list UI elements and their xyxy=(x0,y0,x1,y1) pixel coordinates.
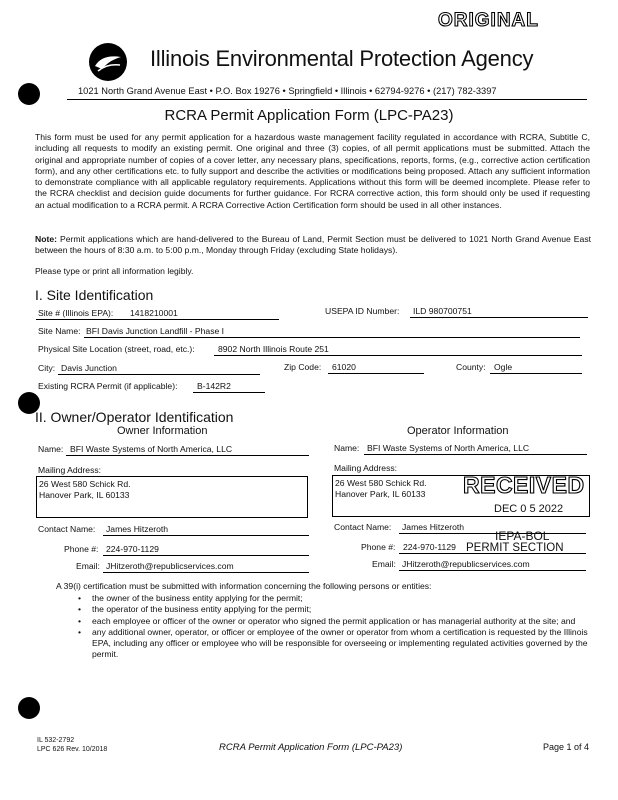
operator-name-label: Name: xyxy=(334,443,360,453)
agency-address: 1021 North Grand Avenue East • P.O. Box 19276 • Springfield • Illinois • 62794-9276 • (217) 782-3397 xyxy=(78,86,497,96)
owner-phone-underline xyxy=(103,555,309,556)
certification-item-1: the owner of the business entity applying for the permit; xyxy=(92,593,303,603)
form-title: RCRA Permit Application Form (LPC-PA23) xyxy=(164,107,454,124)
footer-code-2: LPC 626 Rev. 10/2018 xyxy=(37,745,108,753)
owner-phone-label: Phone #: xyxy=(64,544,99,554)
operator-name-underline xyxy=(364,454,587,455)
owner-address-line2: Hanover Park, IL 60133 xyxy=(39,490,130,500)
county-underline xyxy=(490,373,582,374)
operator-mailing-label: Mailing Address: xyxy=(334,463,398,473)
owner-email-underline xyxy=(103,572,309,573)
bullet-icon: • xyxy=(78,593,82,603)
site-number-field[interactable]: 1418210001 xyxy=(130,308,178,318)
existing-permit-field[interactable]: B-142R2 xyxy=(197,381,231,391)
owner-phone-field[interactable]: 224-970-1129 xyxy=(106,544,159,554)
intro-paragraph: This form must be used for any permit application for a hazardous waste management facility regulated in accordance with RCRA, Subtitle C, including all requests to modify an existing permit. One original and three (3) copies, of all permit applications must be submitted. Attach the original and appropriate number of copies of a cover letter, any necessary plans, specifications, reports, forms, (e.g., corrective action certification form), and any other certifications etc. to fully support and describe the activities or modifications being proposed. Attach any sufficient information to demonstrate compliance with all applicable regulatory requirements. Applications without this form will be deemed incomplete. Please refer to the RCRA checklist and decision guide documents for further guidance. For RCRA corrective action, this form should only be used if requesting an actual modification to a RCRA permit. A RCRA Corrective Action Certification form should be used in all other instances. xyxy=(35,132,590,210)
original-stamp: ORIGINAL xyxy=(438,10,539,31)
operator-phone-field[interactable]: 224-970-1129 xyxy=(403,542,456,552)
county-field[interactable]: Ogle xyxy=(494,362,513,372)
list-item xyxy=(78,627,592,661)
note-text: Permit applications which are hand-delivered to the Bureau of Land, Permit Section must be delivered to 1021 North Grand Avenue East between the hours of 8:30 a.m. to 5:00 p.m., Monday through Friday (excluding State holidays). xyxy=(35,234,591,256)
existing-permit-underline xyxy=(193,392,265,393)
operator-address-line2: Hanover Park, IL 60133 xyxy=(335,489,426,499)
operator-contact-underline xyxy=(399,533,586,534)
footer-page-number: Page 1 of 4 xyxy=(543,742,590,752)
owner-mailing-address-box[interactable] xyxy=(36,476,308,518)
certification-intro: A 39(i) certification must be submitted with information concerning the following persons or entities: xyxy=(56,581,432,591)
footer-code-1: IL 532-2792 xyxy=(37,737,75,744)
usepa-id-underline xyxy=(410,317,588,318)
owner-info-heading: Owner Information xyxy=(117,425,208,437)
owner-address-line1: 26 West 580 Schick Rd. xyxy=(39,479,131,489)
city-underline xyxy=(58,374,260,375)
list-item xyxy=(78,604,592,615)
owner-contact-label: Contact Name: xyxy=(38,524,96,534)
site-name-underline xyxy=(84,337,580,338)
owner-email-label: Email: xyxy=(76,561,100,571)
usepa-id-label: USEPA ID Number: xyxy=(325,306,400,316)
operator-info-heading: Operator Information xyxy=(407,425,509,437)
header-rule xyxy=(67,99,587,100)
type-print-instruction: Please type or print all information legibly. xyxy=(35,266,194,276)
certification-item-2: the operator of the business entity applying for the permit; xyxy=(92,604,312,615)
binder-hole-bottom xyxy=(18,697,40,719)
city-label: City: xyxy=(38,363,56,373)
certification-item-4: any additional owner, operator, or officer or employee of the owner or operator from whom a certification is requested by the Illinois EPA, including any officer or employee who will be responsible for overseeing or implementing regulated activities governed by the permit. xyxy=(92,626,588,660)
binder-hole-top xyxy=(18,83,40,105)
owner-email-field[interactable]: JHitzeroth@republicservices.com xyxy=(106,561,234,571)
owner-name-underline xyxy=(66,455,309,456)
note-block xyxy=(35,234,591,257)
operator-phone-label: Phone #: xyxy=(361,542,396,552)
bullet-icon: • xyxy=(78,626,82,637)
owner-name-label: Name: xyxy=(38,444,64,454)
operator-email-underline xyxy=(399,570,586,571)
owner-contact-underline xyxy=(103,535,309,536)
zip-code-underline xyxy=(328,373,424,374)
site-name-field[interactable]: BFI Davis Junction Landfill - Phase I xyxy=(86,326,225,336)
zip-code-label: Zip Code: xyxy=(284,362,322,372)
certification-item-3: each employee or officer of the owner or operator who signed the permit application or has managerial authority at the site; and xyxy=(92,615,576,626)
note-label: Note: xyxy=(35,234,57,244)
received-stamp-date: DEC 0 5 2022 xyxy=(494,503,564,515)
bullet-icon: • xyxy=(78,604,82,615)
site-number-label: Site # (Illinois EPA): xyxy=(38,308,114,318)
owner-name-field[interactable]: BFI Waste Systems of North America, LLC xyxy=(70,444,233,454)
bullet-icon: • xyxy=(78,615,82,626)
zip-code-field[interactable]: 61020 xyxy=(332,362,356,372)
city-field[interactable]: Davis Junction xyxy=(61,363,117,373)
county-label: County: xyxy=(456,362,486,372)
operator-address-line1: 26 West 580 Schick Rd. xyxy=(335,478,427,488)
site-name-label: Site Name: xyxy=(38,326,81,336)
owner-operator-heading: II. Owner/Operator Identification xyxy=(35,409,234,425)
operator-contact-label: Contact Name: xyxy=(334,522,392,532)
site-location-label: Physical Site Location (street, road, etc.): xyxy=(38,344,195,354)
site-location-field[interactable]: 8902 North Illinois Route 251 xyxy=(218,344,329,354)
operator-email-field[interactable]: JHitzeroth@republicservices.com xyxy=(402,559,530,569)
list-item xyxy=(78,593,592,604)
site-number-underline xyxy=(36,319,279,320)
list-item xyxy=(78,616,592,627)
usepa-id-field[interactable]: ILD 980700751 xyxy=(413,306,472,316)
operator-email-label: Email: xyxy=(372,559,396,569)
received-stamp-line2: PERMIT SECTION xyxy=(466,542,564,554)
operator-contact-field[interactable]: James Hitzeroth xyxy=(402,522,465,532)
footer-codes xyxy=(37,737,107,754)
illinois-epa-logo-icon xyxy=(88,42,128,82)
footer-form-title: RCRA Permit Application Form (LPC-PA23) xyxy=(219,742,403,753)
certification-list xyxy=(78,593,592,661)
existing-permit-label: Existing RCRA Permit (if applicable): xyxy=(38,381,178,391)
site-location-underline xyxy=(214,355,582,356)
operator-name-field[interactable]: BFI Waste Systems of North America, LLC xyxy=(367,443,530,453)
owner-contact-field[interactable]: James Hitzeroth xyxy=(106,524,169,534)
agency-name: Illinois Environmental Protection Agency xyxy=(150,46,534,71)
received-stamp-word: RECEIVED xyxy=(463,472,585,498)
site-identification-heading: I. Site Identification xyxy=(35,287,154,303)
received-stamp-line1: IEPA-BOL xyxy=(495,529,550,543)
owner-mailing-label: Mailing Address: xyxy=(38,465,102,475)
